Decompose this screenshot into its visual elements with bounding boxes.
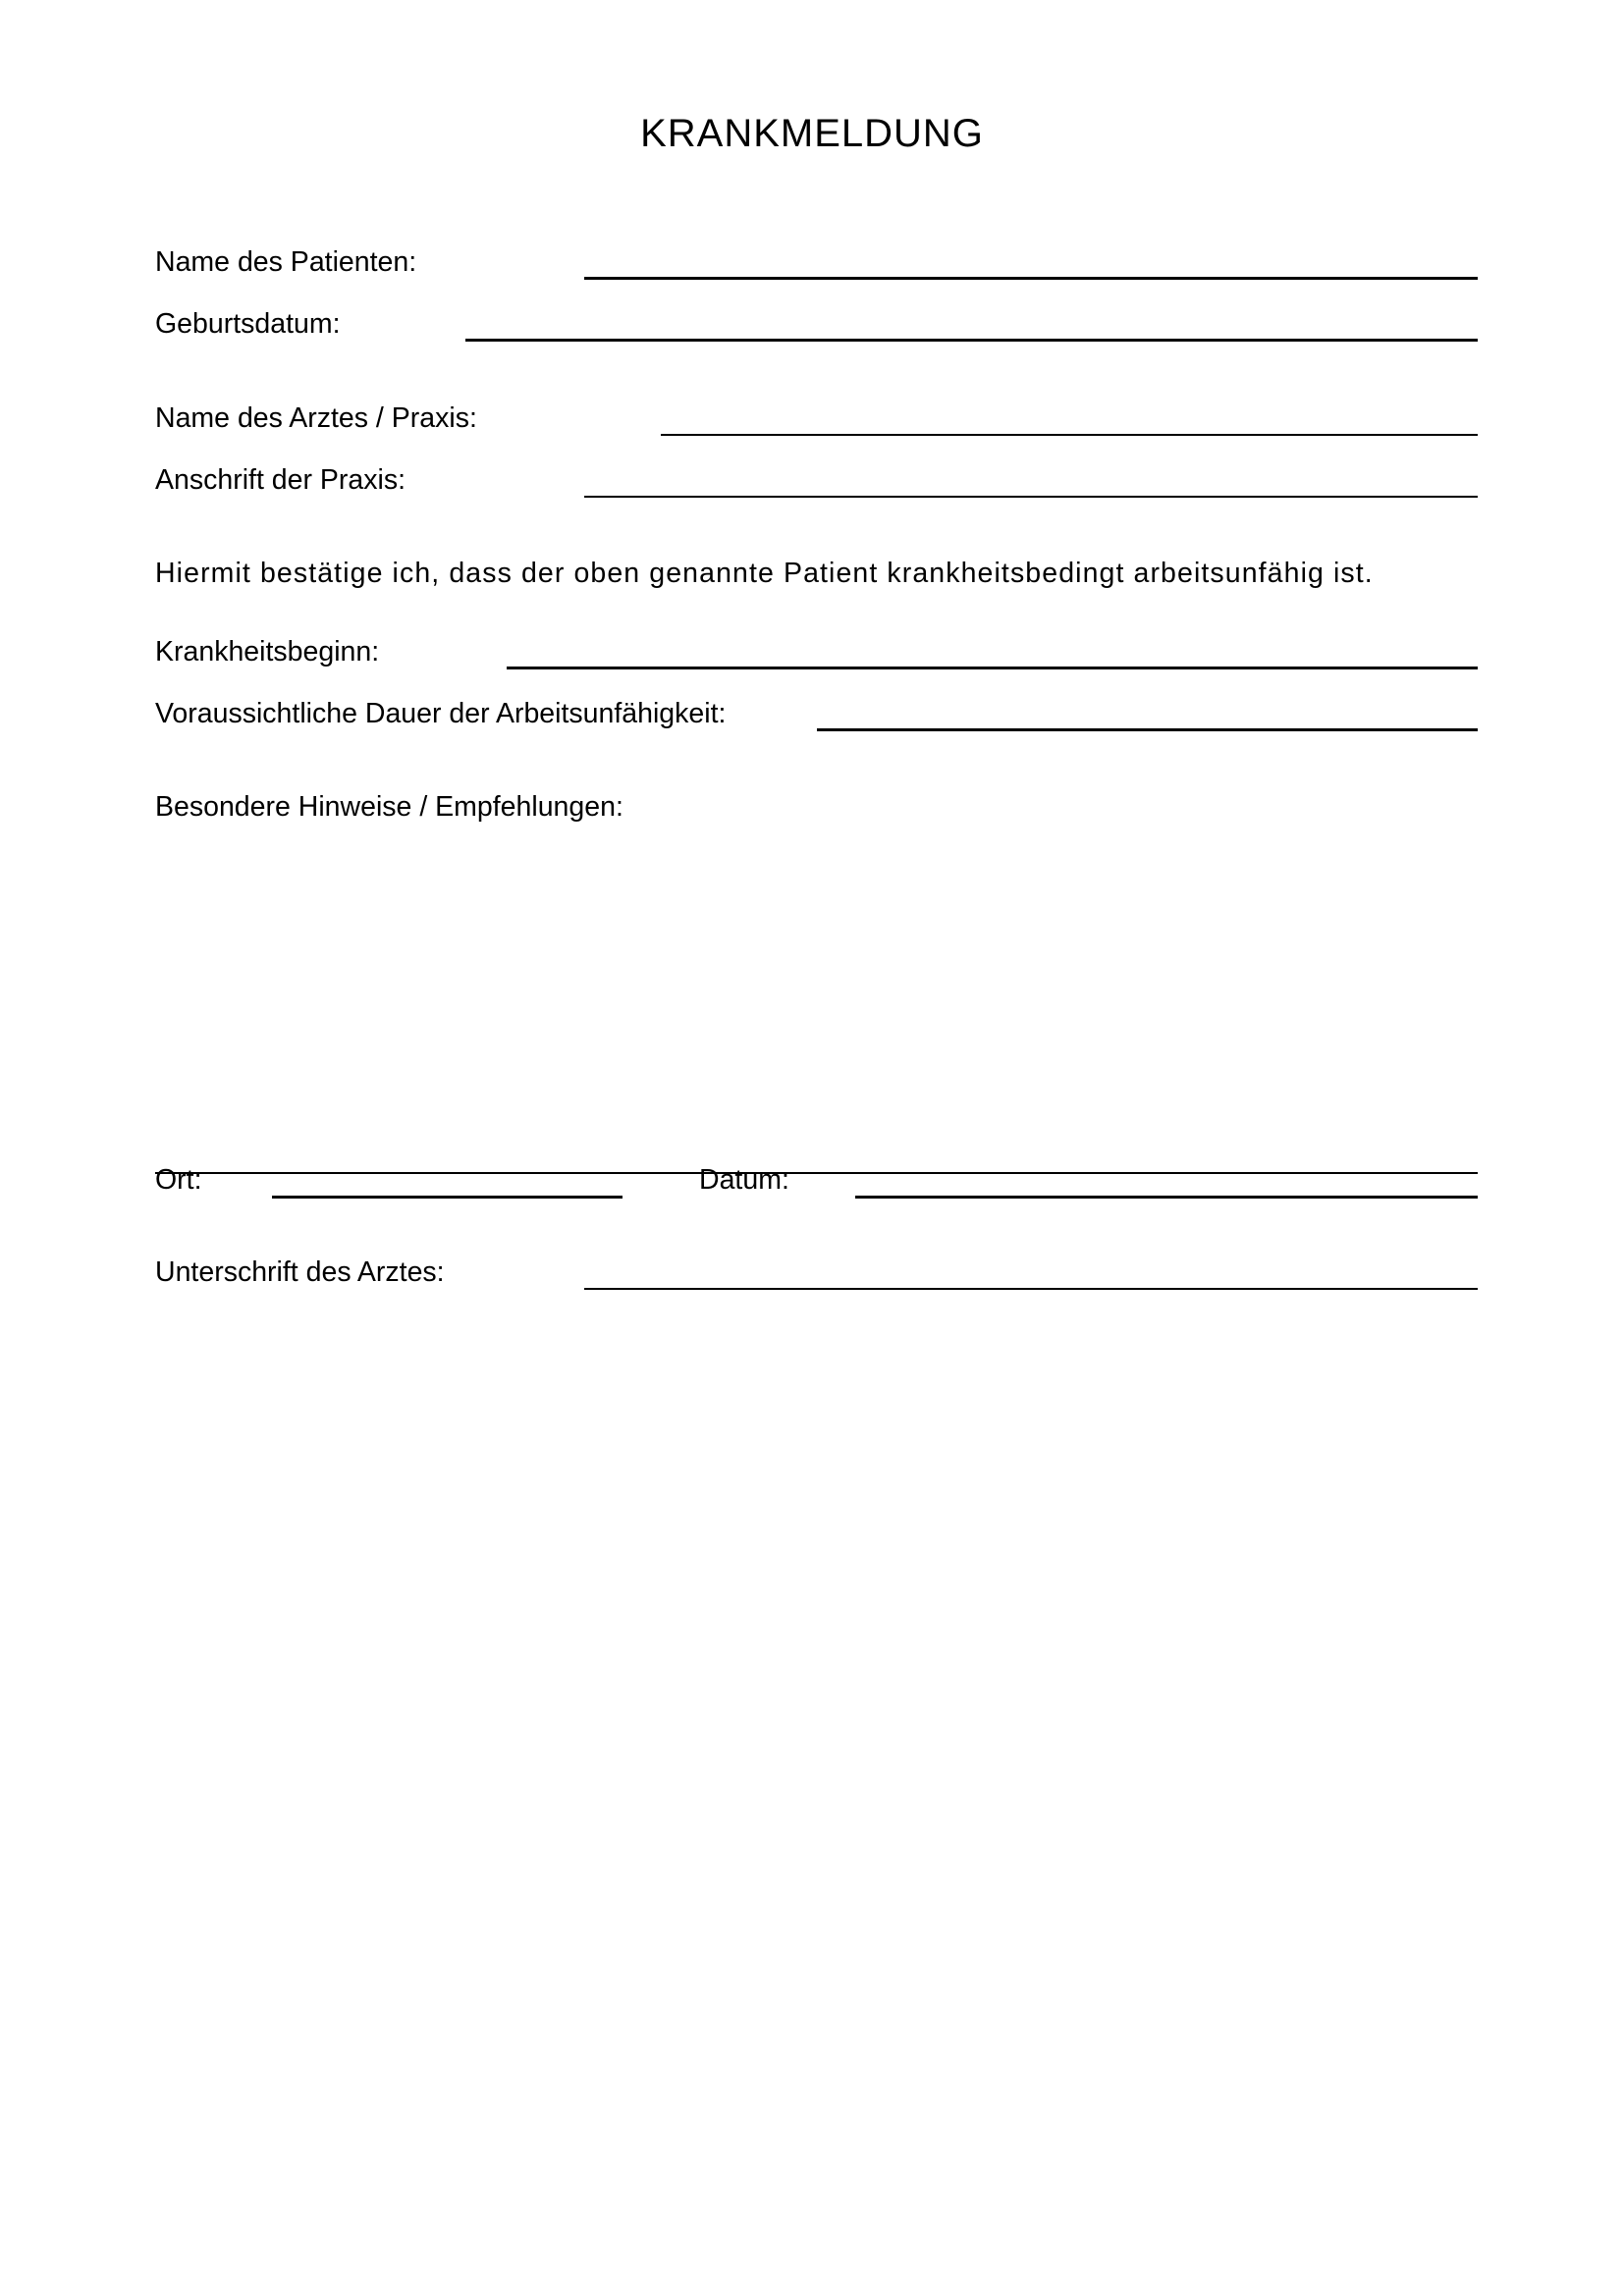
birthdate-field[interactable] xyxy=(465,339,1478,342)
illness-start-field[interactable] xyxy=(507,667,1478,669)
expected-duration-field[interactable] xyxy=(817,728,1478,731)
confirmation-statement: Hiermit bestätige ich, dass der oben genannte Patient krankheitsbedingt arbeitsunfähig ist. xyxy=(155,558,1374,589)
doctor-name-label: Name des Arztes / Praxis: xyxy=(155,402,477,434)
expected-duration-label: Voraussichtliche Dauer der Arbeitsunfähigkeit: xyxy=(155,698,727,729)
place-label: Ort: xyxy=(155,1164,202,1196)
place-field[interactable] xyxy=(272,1196,623,1199)
patient-name-field[interactable] xyxy=(584,277,1478,280)
doctor-name-field[interactable] xyxy=(661,434,1478,436)
place-date-upper-rule xyxy=(155,1172,1478,1174)
signature-field[interactable] xyxy=(584,1288,1478,1290)
document-title: KRANKMELDUNG xyxy=(640,112,984,155)
signature-label: Unterschrift des Arztes: xyxy=(155,1256,445,1288)
illness-start-label: Krankheitsbeginn: xyxy=(155,636,380,667)
notes-label: Besondere Hinweise / Empfehlungen: xyxy=(155,791,623,823)
practice-address-field[interactable] xyxy=(584,496,1478,498)
date-field[interactable] xyxy=(855,1196,1478,1199)
patient-name-label: Name des Patienten: xyxy=(155,246,417,278)
date-label: Datum: xyxy=(699,1164,789,1196)
birthdate-label: Geburtsdatum: xyxy=(155,308,341,340)
practice-address-label: Anschrift der Praxis: xyxy=(155,464,406,496)
notes-area[interactable] xyxy=(155,844,1475,1139)
